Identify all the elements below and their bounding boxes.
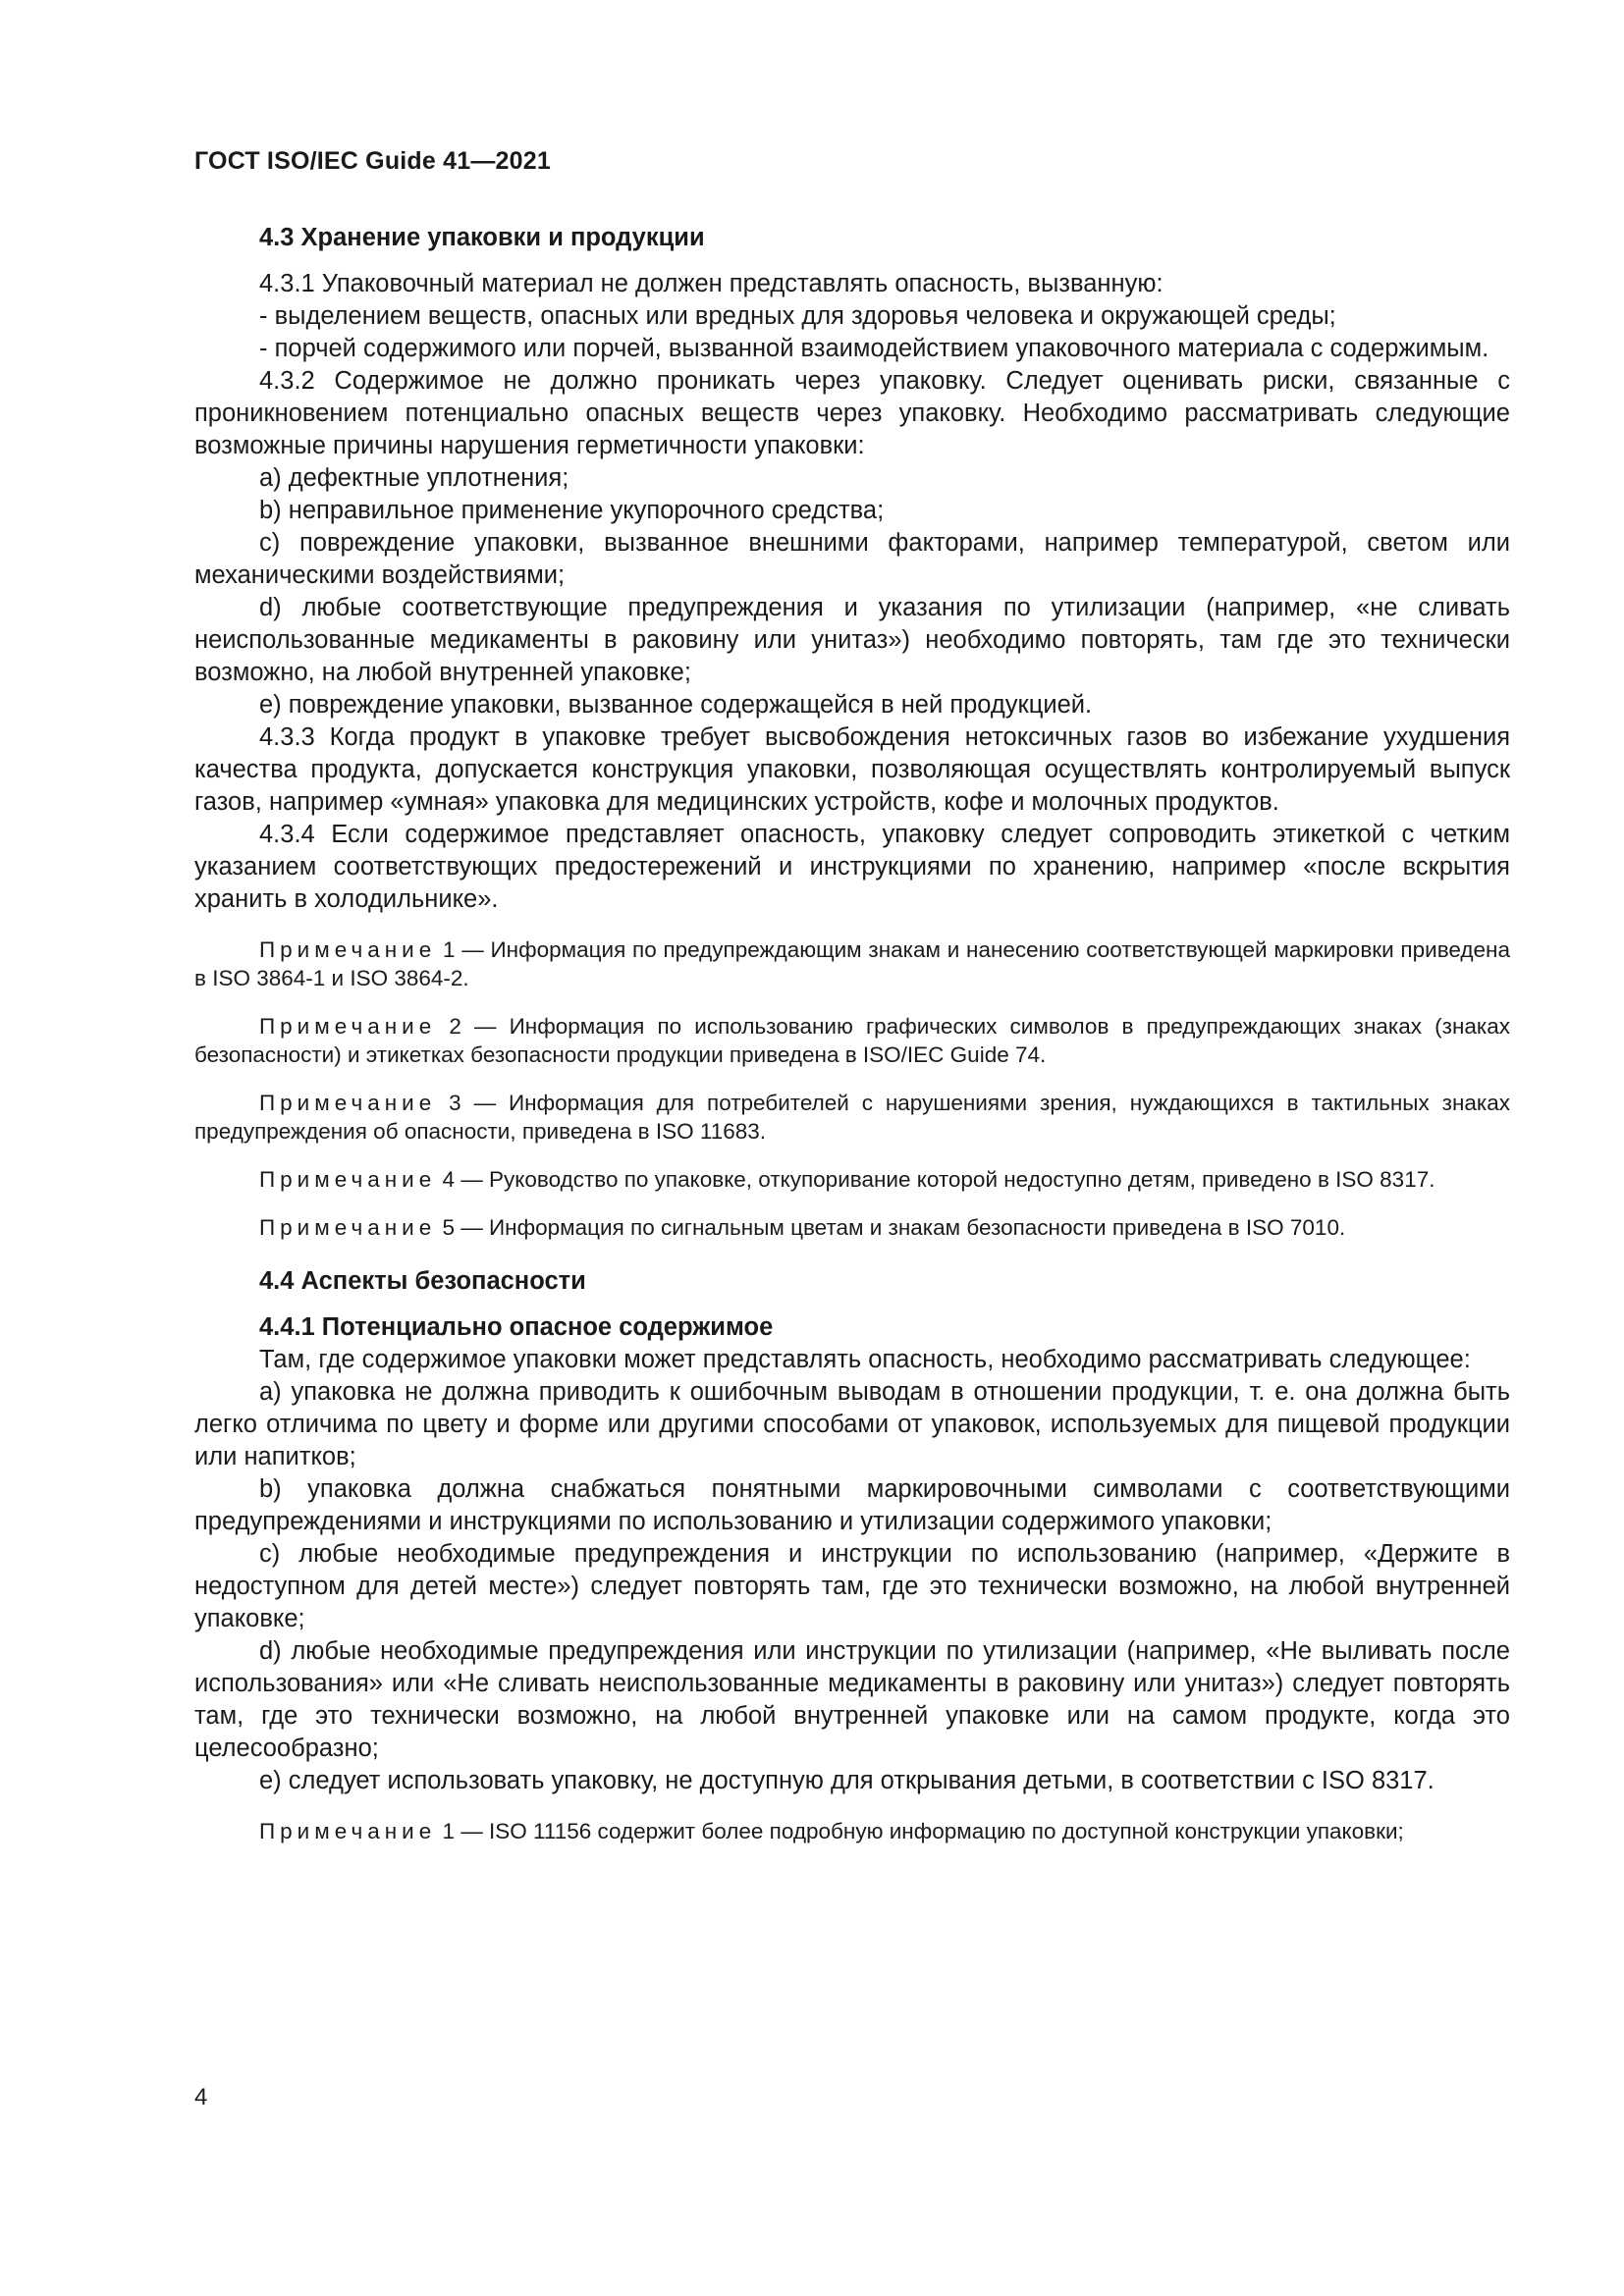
list-item: b) неправильное применение укупорочного средства; — [259, 497, 885, 524]
paragraph-4-4-1-intro: Там, где содержимое упаковки может представлять опасность, необходимо рассматривать следующее: — [259, 1346, 1471, 1373]
list-item: c) любые необходимые предупреждения и инструкции по использованию (например, «Держите в недоступном для детей месте») следует повторять там, где это технически возможно, на любой внутренней упаковке; — [194, 1540, 1510, 1632]
note-text: 1 — ISO 11156 содержит более подробную информацию по доступной конструкции упаковки; — [436, 1819, 1404, 1843]
note-text: 4 — Руководство по упаковке, откупоривание которой недоступно детям, приведено в ISO 8317. — [436, 1167, 1435, 1192]
note-label: Примечание — [259, 1819, 437, 1843]
list-item: c) повреждение упаковки, вызванное внешними факторами, например температурой, светом или механическими воздействиями; — [194, 529, 1510, 589]
note-label: Примечание — [259, 937, 437, 962]
subsection-title-4-4-1: 4.4.1 Потенциально опасное содержимое — [259, 1313, 774, 1341]
paragraph-4-3-2: 4.3.2 Содержимое не должно проникать через упаковку. Следует оценивать риски, связанные с проникновением потенциально опасных веществ через упаковку. Необходимо рассматривать следующие возможные причины нарушения герметичности упаковки: — [194, 367, 1510, 459]
note-4-3-2 — [194, 1012, 1510, 1069]
note-label: Примечание — [259, 1014, 437, 1039]
note-4-3-5 — [194, 1213, 1510, 1242]
note-4-3-4 — [194, 1165, 1510, 1194]
note-4-3-1 — [194, 935, 1510, 992]
list-item: a) дефектные уплотнения; — [259, 464, 569, 492]
note-text: 5 — Информация по сигнальным цветам и знакам безопасности приведена в ISO 7010. — [436, 1215, 1346, 1240]
section-title-4-3: 4.3 Хранение упаковки и продукции — [259, 224, 705, 251]
section-title-4-4: 4.4 Аспекты безопасности — [259, 1267, 586, 1295]
note-label: Примечание — [259, 1091, 437, 1115]
list-item: - выделением веществ, опасных или вредных для здоровья человека и окружающей среды; — [259, 302, 1336, 330]
list-item: d) любые соответствующие предупреждения и указания по утилизации (например, «не сливать неиспользованные медикаменты в раковину или унитаз») необходимо повторять, там где это технически возможно, на любой внутренней упаковке; — [194, 594, 1510, 686]
list-item: d) любые необходимые предупреждения или инструкции по утилизации (например, «Не выливать после использования» или «Не сливать неиспользованные медикаменты в раковину или унитаз») следует повторять там, где это технически возможно, на любой внутренней упаковке или на самом продукте, когда это целесообразно; — [194, 1637, 1510, 1762]
list-item: a) упаковка не должна приводить к ошибочным выводам в отношении продукции, т. е. она должна быть легко отличима по цвету и форме или другими способами от упаковок, используемых для пищевой продукции или напитков; — [194, 1378, 1510, 1470]
note-label: Примечание — [259, 1167, 437, 1192]
list-item: b) упаковка должна снабжаться понятными маркировочными символами с соответствующими предупреждениями и инструкциями по использованию и утилизации содержимого упаковки; — [194, 1475, 1510, 1535]
list-item: e) следует использовать упаковку, не доступную для открывания детьми, в соответствии с ISO 8317. — [259, 1767, 1435, 1794]
paragraph-4-3-4: 4.3.4 Если содержимое представляет опасность, упаковку следует сопроводить этикеткой с четким указанием соответствующих предостережений и инструкциями по хранению, например «после вскрытия хранить в холодильнике». — [194, 821, 1510, 913]
note-label: Примечание — [259, 1215, 437, 1240]
paragraph-4-3-1: 4.3.1 Упаковочный материал не должен представлять опасность, вызванную: — [259, 270, 1164, 297]
document-body — [194, 222, 1510, 1845]
note-4-3-3 — [194, 1089, 1510, 1146]
paragraph-4-3-3: 4.3.3 Когда продукт в упаковке требует высвобождения нетоксичных газов во избежание ухудшения качества продукта, допускается конструкция упаковки, позволяющая осуществлять контролируемый выпуск газов, например «умная» упаковка для медицинских устройств, кофе и молочных продуктов. — [194, 723, 1510, 816]
note-4-4-1 — [194, 1817, 1510, 1845]
note-text: 2 — Информация по использованию графических символов в предупреждающих знаках (знаках безопасности) и этикетках безопасности продукции приведена в ISO/IEC Guide 74. — [194, 1014, 1510, 1067]
note-text: 3 — Информация для потребителей с нарушениями зрения, нуждающихся в тактильных знаках предупреждения об опасности, приведена в ISO 11683. — [194, 1091, 1510, 1144]
note-text: 1 — Информация по предупреждающим знакам и нанесению соответствующей маркировки приведена в ISO 3864-1 и ISO 3864-2. — [194, 937, 1510, 990]
document-header-id: ГОСТ ISO/IEC Guide 41—2021 — [194, 147, 551, 175]
page-number: 4 — [194, 2084, 208, 2110]
list-item: e) повреждение упаковки, вызванное содержащейся в ней продукцией. — [259, 691, 1093, 719]
document-page — [194, 0, 1510, 2296]
list-item: - порчей содержимого или порчей, вызванной взаимодействием упаковочного материала с содержимым. — [259, 335, 1489, 362]
